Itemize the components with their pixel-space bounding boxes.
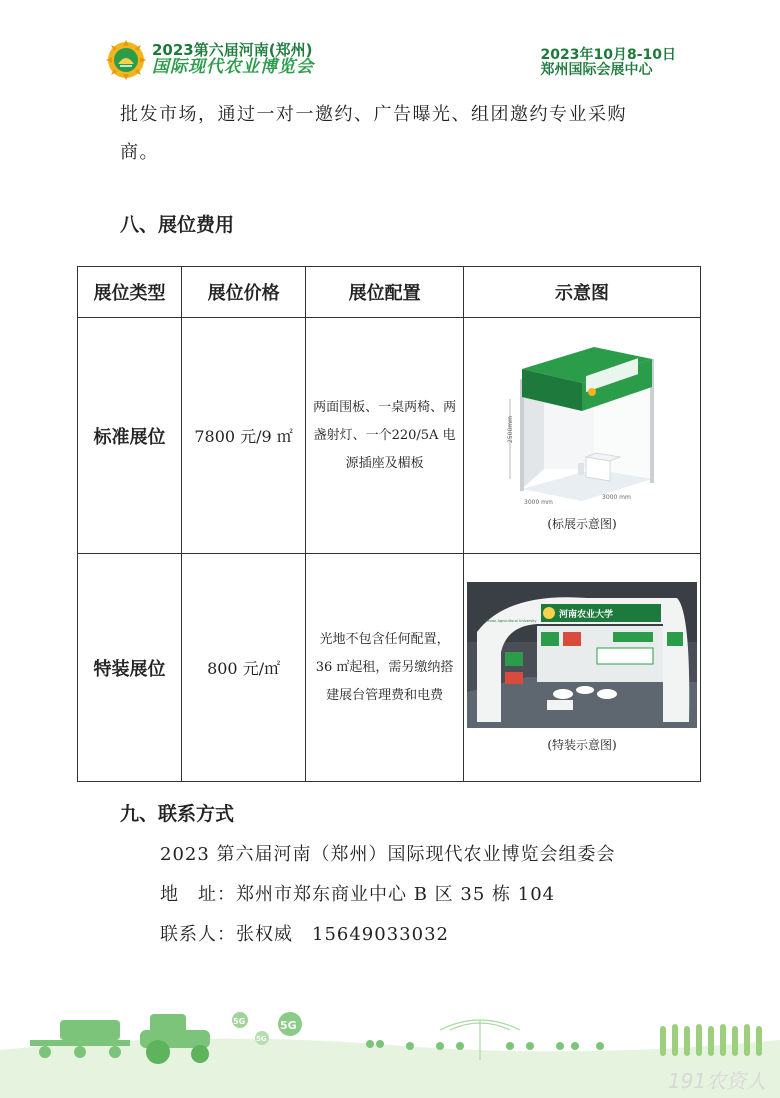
event-venue: 郑州国际会展中心 bbox=[540, 62, 653, 79]
header-booth-type: 展位类型 bbox=[78, 267, 182, 318]
contact-person: 联系人：张权威 15649033032 bbox=[160, 924, 449, 945]
standard-booth-illustration bbox=[502, 339, 662, 507]
logo-title-line1: 2023第六届河南(郑州) bbox=[152, 41, 313, 60]
header-booth-config: 展位配置 bbox=[306, 267, 464, 318]
table-row bbox=[78, 318, 701, 554]
expo-logo bbox=[106, 40, 314, 80]
booth-sign-en-text: Henan Agricultural University bbox=[485, 619, 537, 623]
header-diagram: 示意图 bbox=[464, 267, 701, 318]
logo-title-line2: 国际现代农业博览会 bbox=[152, 56, 314, 77]
booth-sign-text: 河南农业大学 bbox=[559, 610, 614, 620]
special-booth-price: 800 元/㎡ bbox=[182, 554, 306, 782]
standard-booth-price: 7800 元/9 ㎡ bbox=[182, 318, 306, 554]
standard-booth-diagram-cell bbox=[464, 318, 701, 554]
standard-booth-config: 两面围板、一桌两椅、两盏射灯、一个220/5A 电源插座及楣板 bbox=[306, 318, 464, 554]
event-date: 2023年10月8-10日 bbox=[540, 47, 676, 63]
intro-paragraph bbox=[120, 96, 670, 172]
footer-decoration bbox=[0, 990, 780, 1098]
special-booth-illustration bbox=[467, 582, 697, 728]
dim-height-label: 2500mm bbox=[507, 416, 515, 443]
dim-width2-label: 3000 mm bbox=[602, 494, 631, 501]
dim-width1-label: 3000 mm bbox=[524, 499, 553, 506]
section-9-heading: 九、联系方式 bbox=[120, 803, 235, 825]
section-8-heading: 八、展位费用 bbox=[120, 214, 235, 236]
special-booth-caption: (特装示意图) bbox=[547, 738, 617, 752]
table-row bbox=[78, 554, 701, 782]
intro-line-1: 批发市场，通过一对一邀约、广告曝光、组团邀约专业采购 bbox=[120, 104, 627, 125]
special-booth-diagram-cell bbox=[464, 554, 701, 782]
standard-booth-type: 标准展位 bbox=[78, 318, 182, 554]
booth-fee-table bbox=[77, 266, 701, 782]
watermark-text: 191农资人 bbox=[668, 1069, 767, 1093]
contact-org: 2023 第六届河南（郑州）国际现代农业博览会组委会 bbox=[160, 844, 616, 865]
wheat-icon bbox=[660, 1024, 762, 1056]
sun-gear-logo-icon bbox=[106, 40, 146, 80]
5g-badge-3: 5G bbox=[280, 1019, 297, 1032]
5g-badge-1: 5G bbox=[233, 1017, 246, 1026]
5g-badge-2: 5G bbox=[256, 1035, 267, 1043]
contact-address: 地 址：郑州市郑东商业中心 B 区 35 栋 104 bbox=[160, 884, 556, 905]
table-header-row bbox=[78, 267, 701, 318]
intro-line-2: 商。 bbox=[120, 142, 159, 163]
header-booth-price: 展位价格 bbox=[182, 267, 306, 318]
special-booth-config: 光地不包含任何配置，36 ㎡起租，需另缴纳搭建展台管理费和电费 bbox=[306, 554, 464, 782]
header-event-info bbox=[541, 48, 676, 79]
standard-booth-caption: (标展示意图) bbox=[547, 517, 617, 531]
page-header bbox=[106, 40, 676, 90]
special-booth-type: 特装展位 bbox=[78, 554, 182, 782]
